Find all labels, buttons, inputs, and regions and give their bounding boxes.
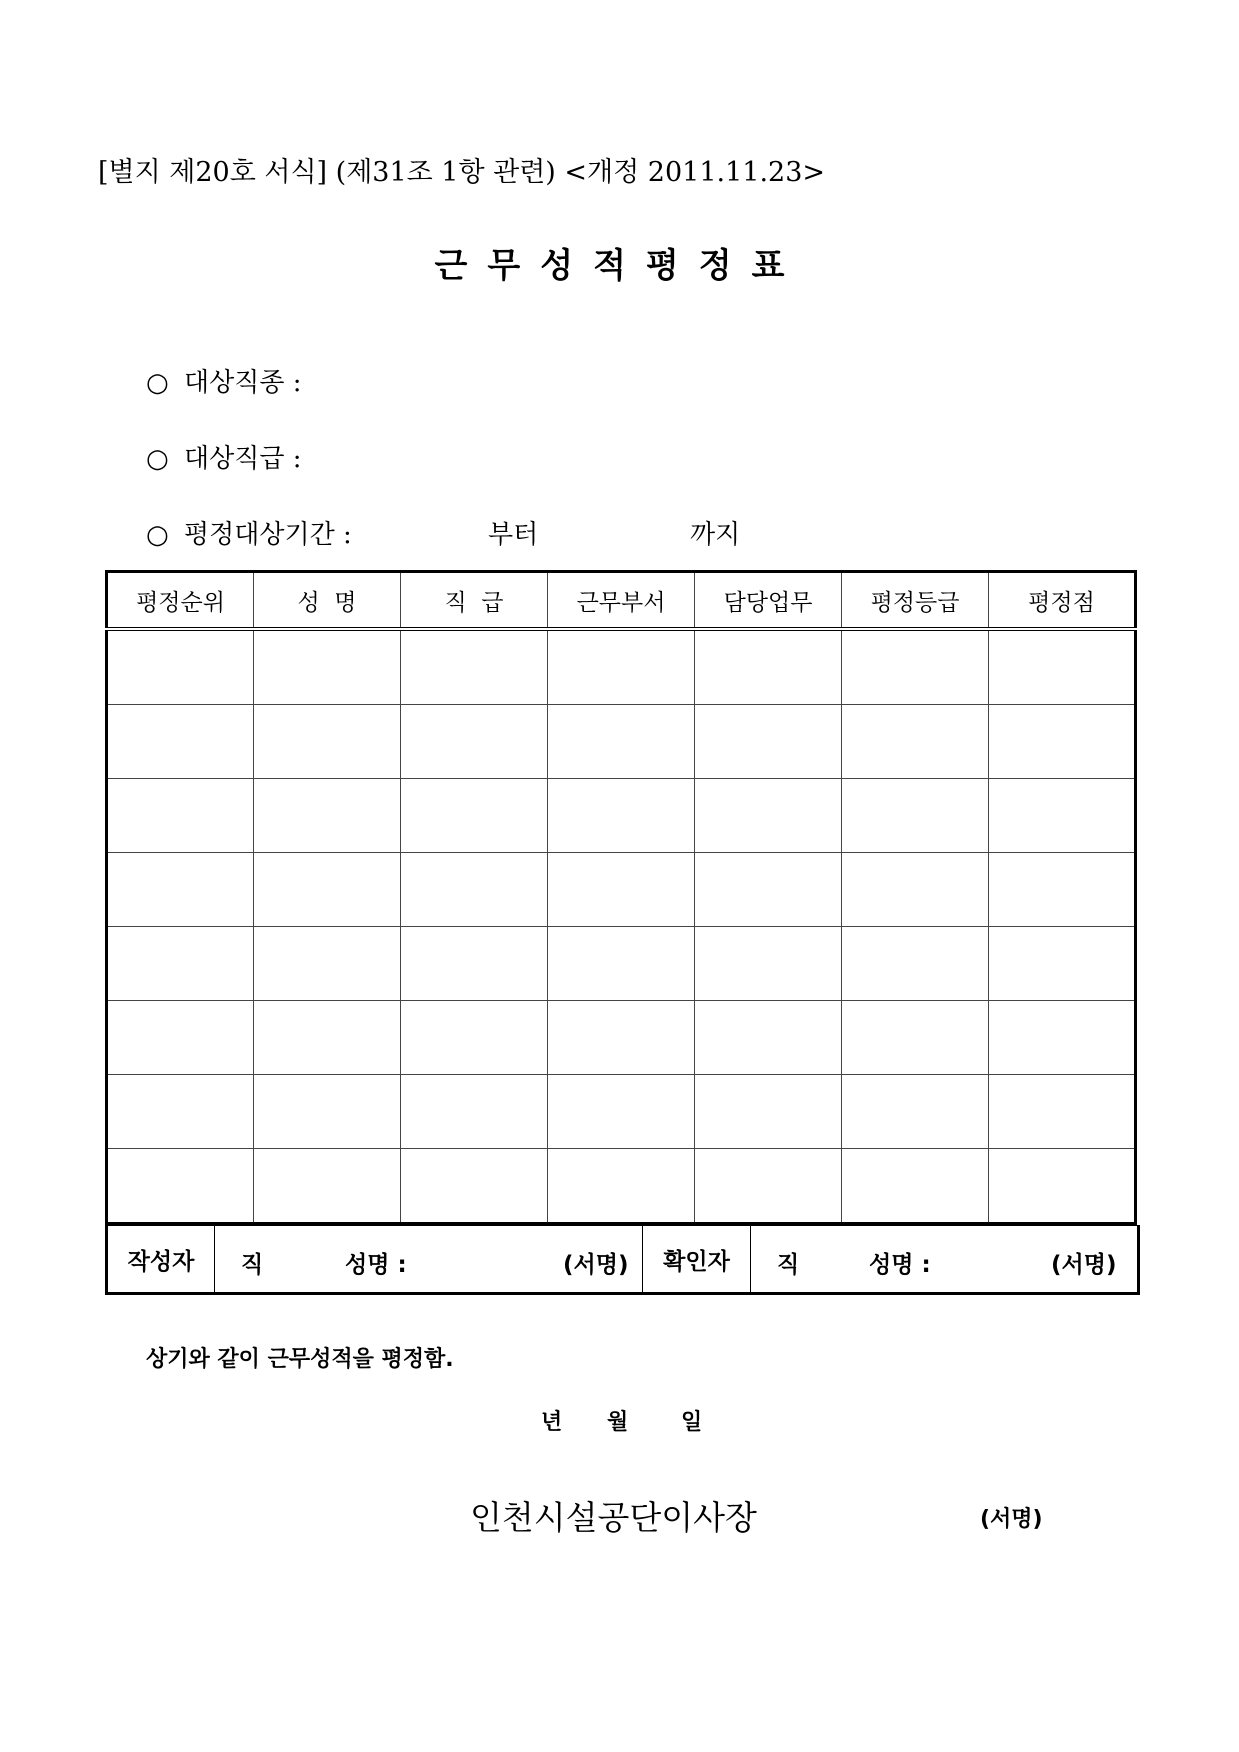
confirmer-name-label: 성명 : <box>869 1252 931 1278</box>
table-cell[interactable] <box>107 1075 254 1149</box>
writer-sign-label: (서명) <box>563 1252 629 1278</box>
field-label: 평정대상기간 : <box>184 520 352 550</box>
evaluation-table <box>105 570 1137 1225</box>
table-cell[interactable] <box>989 705 1136 779</box>
table-cell[interactable] <box>695 629 842 705</box>
field-label: 대상직급 : <box>184 444 302 474</box>
table-cell[interactable] <box>401 1001 548 1075</box>
page-title: 근무성적평정표 <box>434 246 805 286</box>
period-to-label: 까지 <box>690 520 741 550</box>
field-label: 대상직종 : <box>184 368 302 398</box>
column-header: 담당업무 <box>695 572 842 630</box>
table-cell[interactable] <box>842 927 989 1001</box>
statement-text: 상기와 같이 근무성적을 평정함. <box>146 1347 454 1372</box>
date-year: 년 <box>541 1410 563 1435</box>
table-cell[interactable] <box>989 629 1136 705</box>
table-cell[interactable] <box>107 1149 254 1224</box>
table-cell[interactable] <box>107 705 254 779</box>
table-row <box>107 1001 1136 1075</box>
table-cell[interactable] <box>401 705 548 779</box>
field-eval-period <box>146 514 352 551</box>
date-month: 월 <box>607 1410 629 1435</box>
table-cell[interactable] <box>842 853 989 927</box>
table-cell[interactable] <box>401 779 548 853</box>
table-cell[interactable] <box>548 629 695 705</box>
writer-label: 작성자 <box>107 1226 215 1294</box>
table-cell[interactable] <box>548 779 695 853</box>
table-cell[interactable] <box>695 853 842 927</box>
table-cell[interactable] <box>254 927 401 1001</box>
column-header: 평정등급 <box>842 572 989 630</box>
signature-table <box>105 1225 1140 1295</box>
field-job-grade <box>146 438 302 475</box>
table-cell[interactable] <box>842 1075 989 1149</box>
period-from-label: 부터 <box>488 520 539 550</box>
table-cell[interactable] <box>254 705 401 779</box>
organization-name: 인천시설공단이사장 <box>470 1498 757 1537</box>
table-cell[interactable] <box>548 927 695 1001</box>
table-cell[interactable] <box>254 1001 401 1075</box>
confirmer-sign-label: (서명) <box>1051 1252 1117 1278</box>
table-cell[interactable] <box>548 1001 695 1075</box>
table-row <box>107 1149 1136 1224</box>
table-cell[interactable] <box>989 853 1136 927</box>
table-cell[interactable] <box>548 853 695 927</box>
column-header: 근무부서 <box>548 572 695 630</box>
table-cell[interactable] <box>695 1149 842 1224</box>
writer-position-label: 직 <box>241 1252 264 1278</box>
table-cell[interactable] <box>401 1149 548 1224</box>
table-cell[interactable] <box>989 1149 1136 1224</box>
table-cell[interactable] <box>401 629 548 705</box>
column-header: 평정순위 <box>107 572 254 630</box>
bullet-icon: ○ <box>146 520 169 550</box>
table-row <box>107 853 1136 927</box>
column-header: 직 급 <box>401 572 548 630</box>
table-row <box>107 927 1136 1001</box>
table-cell[interactable] <box>107 779 254 853</box>
table-cell[interactable] <box>254 1149 401 1224</box>
table-cell[interactable] <box>401 927 548 1001</box>
column-header: 평정점 <box>989 572 1136 630</box>
table-row <box>107 1075 1136 1149</box>
table-cell[interactable] <box>842 629 989 705</box>
table-row <box>107 705 1136 779</box>
writer-name-label: 성명 : <box>345 1252 407 1278</box>
table-cell[interactable] <box>695 1075 842 1149</box>
table-cell[interactable] <box>548 705 695 779</box>
form-header: [별지 제20호 서식] (제31조 1항 관련) <개정 2011.11.23> <box>98 157 826 188</box>
confirmer-sign-field[interactable] <box>751 1226 1139 1294</box>
table-cell[interactable] <box>842 779 989 853</box>
writer-sign-field[interactable] <box>215 1226 643 1294</box>
confirmer-position-label: 직 <box>777 1252 800 1278</box>
table-cell[interactable] <box>842 705 989 779</box>
table-row <box>107 629 1136 705</box>
table-cell[interactable] <box>107 1001 254 1075</box>
table-cell[interactable] <box>254 1075 401 1149</box>
table-cell[interactable] <box>254 853 401 927</box>
table-cell[interactable] <box>254 779 401 853</box>
table-cell[interactable] <box>107 853 254 927</box>
field-job-type <box>146 362 302 399</box>
bullet-icon: ○ <box>146 368 169 398</box>
date-day: 일 <box>681 1410 703 1435</box>
table-cell[interactable] <box>401 1075 548 1149</box>
organization-sign: (서명) <box>980 1507 1043 1532</box>
table-cell[interactable] <box>695 705 842 779</box>
table-cell[interactable] <box>695 1001 842 1075</box>
table-header-row <box>107 572 1136 630</box>
table-cell[interactable] <box>548 1075 695 1149</box>
table-cell[interactable] <box>842 1149 989 1224</box>
table-cell[interactable] <box>989 1001 1136 1075</box>
table-cell[interactable] <box>107 629 254 705</box>
table-cell[interactable] <box>989 779 1136 853</box>
table-cell[interactable] <box>548 1149 695 1224</box>
table-cell[interactable] <box>695 779 842 853</box>
table-row <box>107 779 1136 853</box>
table-cell[interactable] <box>989 927 1136 1001</box>
table-cell[interactable] <box>254 629 401 705</box>
table-cell[interactable] <box>989 1075 1136 1149</box>
bullet-icon: ○ <box>146 444 169 474</box>
confirmer-label: 확인자 <box>643 1226 751 1294</box>
table-cell[interactable] <box>401 853 548 927</box>
table-cell[interactable] <box>695 927 842 1001</box>
column-header: 성 명 <box>254 572 401 630</box>
table-cell[interactable] <box>842 1001 989 1075</box>
table-cell[interactable] <box>107 927 254 1001</box>
